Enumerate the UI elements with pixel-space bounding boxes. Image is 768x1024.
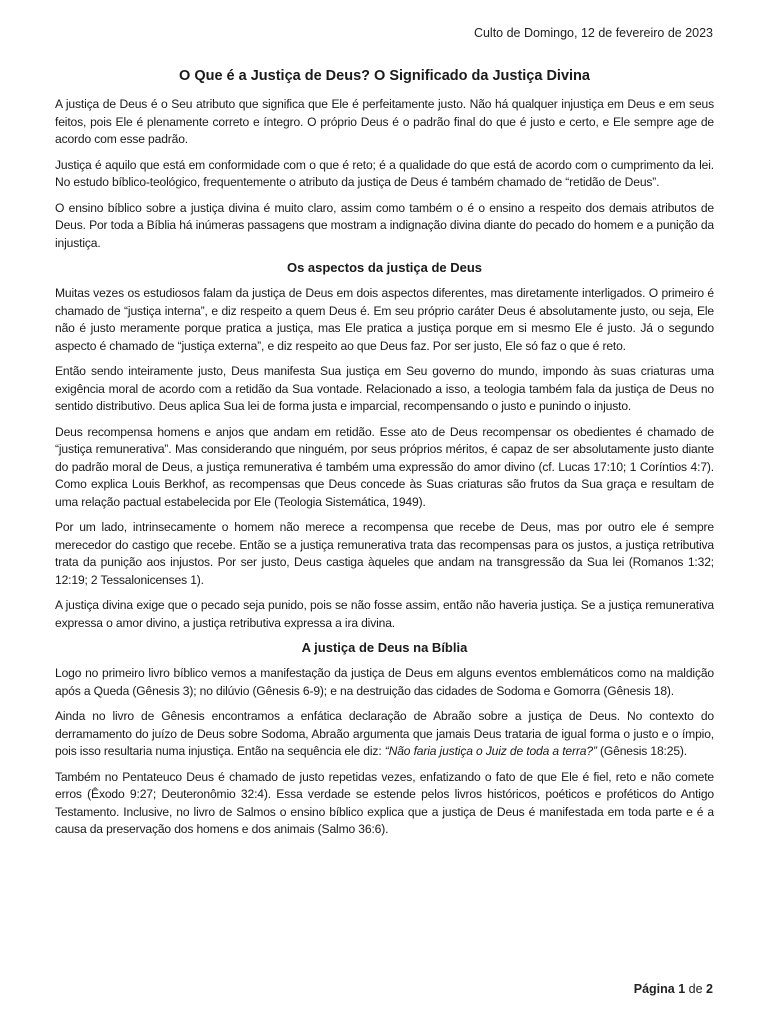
paragraph-intro-2: Justiça é aquilo que está em conformidade com o que é reto; é a qualidade do que está de acordo com o cumprimento da lei. No estudo bíblico-teológico, frequentemente o atributo da justiça de Deus é também chamado de “retidão de Deus”. [55, 157, 714, 189]
paragraph-intro-1: A justiça de Deus é o Seu atributo que significa que Ele é perfeitamente justo. Não há qualquer injustiça em Deus e em seus feitos, pois Ele é plenamente correto e íntegro. O próprio Deus é o padrão final do que é justo e certo, e Ele sempre age de acordo com esse padrão. [55, 97, 714, 146]
paragraph-bible-2-citation: (Gênesis 18:25). [596, 744, 687, 758]
page-number [634, 982, 713, 996]
paragraph-aspects-5: A justiça divina exige que o pecado seja punido, pois se não fosse assim, então não haveria justiça. Se a justiça remunerativa expressa o amor divino, a justiça retributiva expressa a ira divina. [55, 598, 714, 630]
document-body [55, 64, 714, 847]
paragraph-bible-2-text: Ainda no livro de Gênesis encontramos a enfática declaração de Abraão sobre a justiça de Deus. No contexto do derramamento do juízo de Deus sobre Sodoma, Abraão argumenta que jamais Deus trataria de igual forma o justo e o ímpio, pois isso resultaria numa injustiça. Então na sequência ele diz: [55, 709, 714, 758]
paragraph-intro-3: O ensino bíblico sobre a justiça divina é muito claro, assim como também o é o ensino a respeito dos demais atributos de Deus. Por toda a Bíblia há inúmeras passagens que mostram a indignação divina diante do pecado do homem e a punição da injustiça. [55, 200, 714, 250]
page-current: 1 [678, 982, 686, 996]
paragraph-aspects-3: Deus recompensa homens e anjos que andam em retidão. Esse ato de Deus recompensar os obedientes é chamado de “justiça remunerativa”. Mas considerando que ninguém, por seus próprios méritos, é capaz de ser absolutamente justo diante do padrão moral de Deus, a justiça remunerativa é também uma expressão do amor divino (cf. Lucas 17:10; 1 Coríntios 4:7). Como explica Louis Berkhof, as recompensas que Deus concede às Suas criaturas são frutos da Sua graça e resultam de uma relação pactual estabelecida por Ele (Teologia Sistemática, 1949). [55, 424, 714, 509]
page-title: O Que é a Justiça de Deus? O Significado da Justiça Divina [179, 68, 590, 84]
page-total: 2 [706, 982, 713, 996]
scripture-quote: “Não faria justiça o Juiz de toda a terra?” [384, 744, 597, 758]
section-heading-bible: A justiça de Deus na Bíblia [301, 640, 468, 655]
paragraph-aspects-1: Muitas vezes os estudiosos falam da justiça de Deus em dois aspectos diferentes, mas diretamente interligados. O primeiro é chamado de “justiça interna”, e diz respeito a quem Deus é. Em seu próprio caráter Deus é absolutamente justo, ou seja, Ele não é justo meramente porque pratica a justiça, mas Ele pratica a justiça porque em si mesmo Ele é justo. Já o segundo aspecto é chamado de “justiça externa”, e diz respeito ao que Deus faz. Por ser justo, Ele só faz o que é reto. [55, 286, 714, 353]
paragraph-bible-2 [55, 708, 714, 761]
paragraph-aspects-4: Por um lado, intrinsecamente o homem não merece a recompensa que recebe de Deus, mas por outro ele é sempre merecedor do castigo que recebe. Então se a justiça remunerativa trata das recompensas para os justos, a justiça retributiva trata da punição aos injustos. Por ser justo, Deus castiga àqueles que andam na transgressão da Sua lei (Romanos 1:32; 12:19; 2 Tessalonicenses 1). [55, 520, 714, 587]
section-heading-aspects: Os aspectos da justiça de Deus [286, 260, 483, 275]
page-label: Página [633, 982, 675, 996]
paragraph-bible-3: Também no Pentateuco Deus é chamado de justo repetidas vezes, enfatizando o fato de que Ele é fiel, reto e não comete erros (Êxodo 9:27; Deuteronômio 32:4). Essa verdade se estende pelos livros históricos, poéticos e proféticos do Antigo Testamento. Inclusive, no livro de Salmos o ensino bíblico explica que a justiça de Deus é manifestada em toda parte e é a causa da preservação dos homens e dos animais (Salmo 36:6). [55, 769, 714, 836]
paragraph-aspects-2: Então sendo inteiramente justo, Deus manifesta Sua justiça em Seu governo do mundo, impondo às suas criaturas uma exigência moral de acordo com a retidão da Sua vontade. Relacionado a isso, a teologia também fala da justiça de Deus no sentido distributivo. Deus aplica Sua lei de forma justa e imparcial, recompensando o justo e punindo o injusto. [55, 364, 714, 413]
paragraph-bible-1: Logo no primeiro livro bíblico vemos a manifestação da justiça de Deus em alguns eventos emblemáticos como na maldição após a Queda (Gênesis 3); no dilúvio (Gênesis 6-9); e na destruição das cidades de Sodoma e Gomorra (Gênesis 18). [55, 666, 714, 698]
header-date-line: Culto de Domingo, 12 de fevereiro de 2023 [473, 26, 713, 40]
page-of: de [688, 982, 703, 996]
